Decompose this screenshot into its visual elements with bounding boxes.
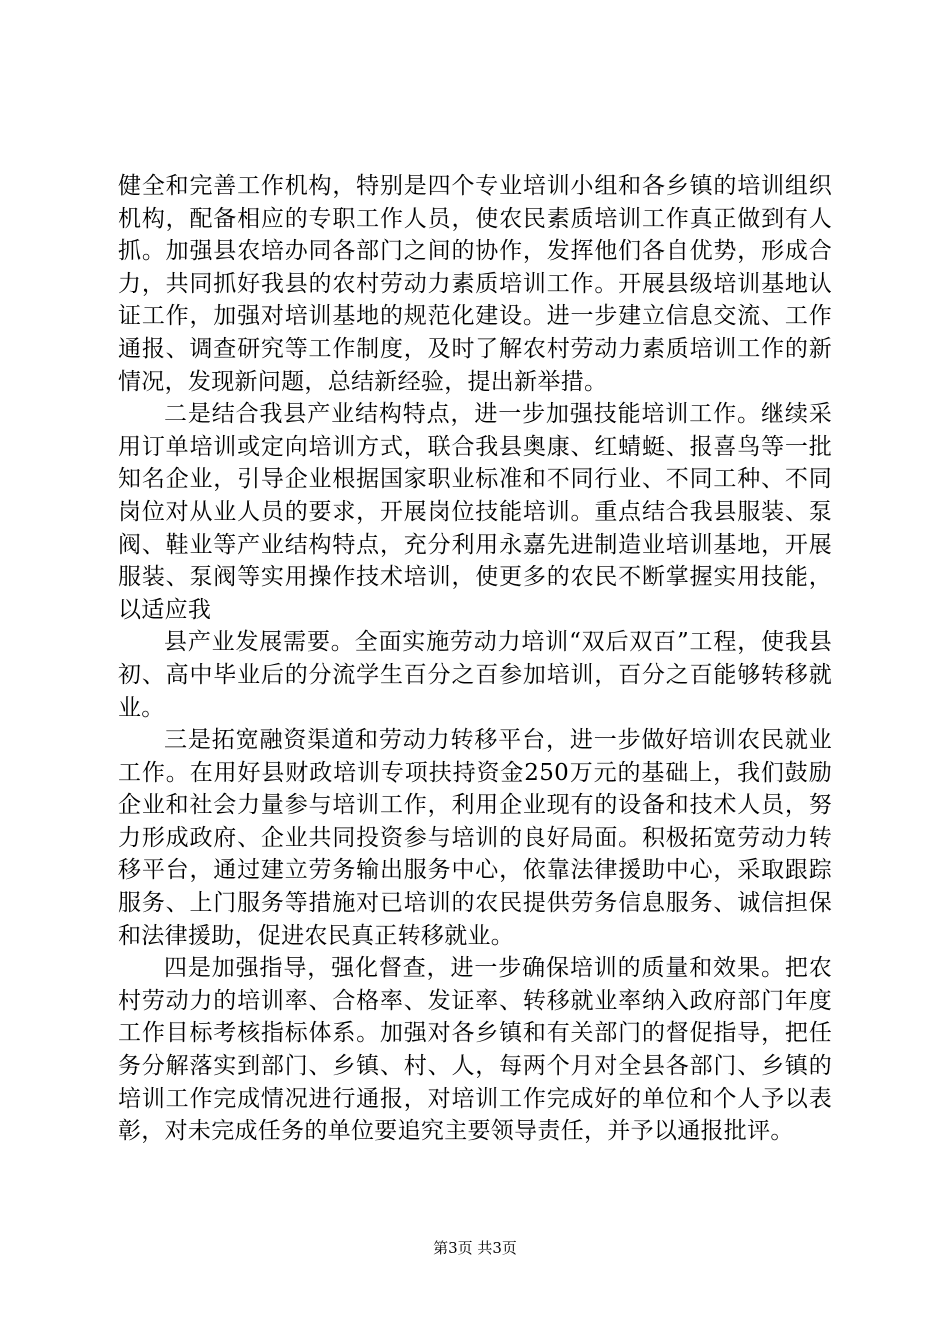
paragraph-4: 三是拓宽融资渠道和劳动力转移平台，进一步做好培训农民就业工作。在用好县财政培训专项扶持资金250万元的基础上，我们鼓励企业和社会力量参与培训工作，利用企业现有的设备和技术人员，努力形成政府、企业共同投资参与培训的良好局面。积极拓宽劳动力转移平台，通过建立劳务输出服务中心，依靠法律援助中心，采取跟踪服务、上门服务等措施对已培训的农民提供劳务信息服务、诚信担保和法律援助，促进农民真正转移就业。 <box>118 727 832 949</box>
page-number-footer: 第3页 共3页 <box>433 1239 517 1257</box>
document-body <box>118 170 832 1148</box>
paragraph-3: 县产业发展需要。全面实施劳动力培训“双后双百”工程，使我县初、高中毕业后的分流学生百分之百参加培训，百分之百能够转移就业。 <box>118 629 832 721</box>
paragraph-2: 二是结合我县产业结构特点，进一步加强技能培训工作。继续采用订单培训或定向培训方式，联合我县奥康、红蜻蜓、报喜鸟等一批知名企业，引导企业根据国家职业标准和不同行业、不同工种、不同岗位对从业人员的要求，开展岗位技能培训。重点结合我县服装、泵阀、鞋业等产业结构特点，充分利用永嘉先进制造业培训基地，开展服装、泵阀等实用操作技术培训，使更多的农民不断掌握实用技能，以适应我 <box>118 401 832 623</box>
paragraph-1: 健全和完善工作机构，特别是四个专业培训小组和各乡镇的培训组织机构，配备相应的专职工作人员，使农民素质培训工作真正做到有人抓。加强县农培办同各部门之间的协作，发挥他们各自优势，形成合力，共同抓好我县的农村劳动力素质培训工作。开展县级培训基地认证工作，加强对培训基地的规范化建设。进一步建立信息交流、工作通报、调查研究等工作制度，及时了解农村劳动力素质培训工作的新情况，发现新问题，总结新经验，提出新举措。 <box>118 173 832 395</box>
paragraph-5: 四是加强指导，强化督查，进一步确保培训的质量和效果。把农村劳动力的培训率、合格率、发证率、转移就业率纳入政府部门年度工作目标考核指标体系。加强对各乡镇和有关部门的督促指导，把任务分解落实到部门、乡镇、村、人，每两个月对全县各部门、乡镇的培训工作完成情况进行通报，对培训工作完成好的单位和个人予以表彰，对未完成任务的单位要追究主要领导责任，并予以通报批评。 <box>118 955 832 1145</box>
